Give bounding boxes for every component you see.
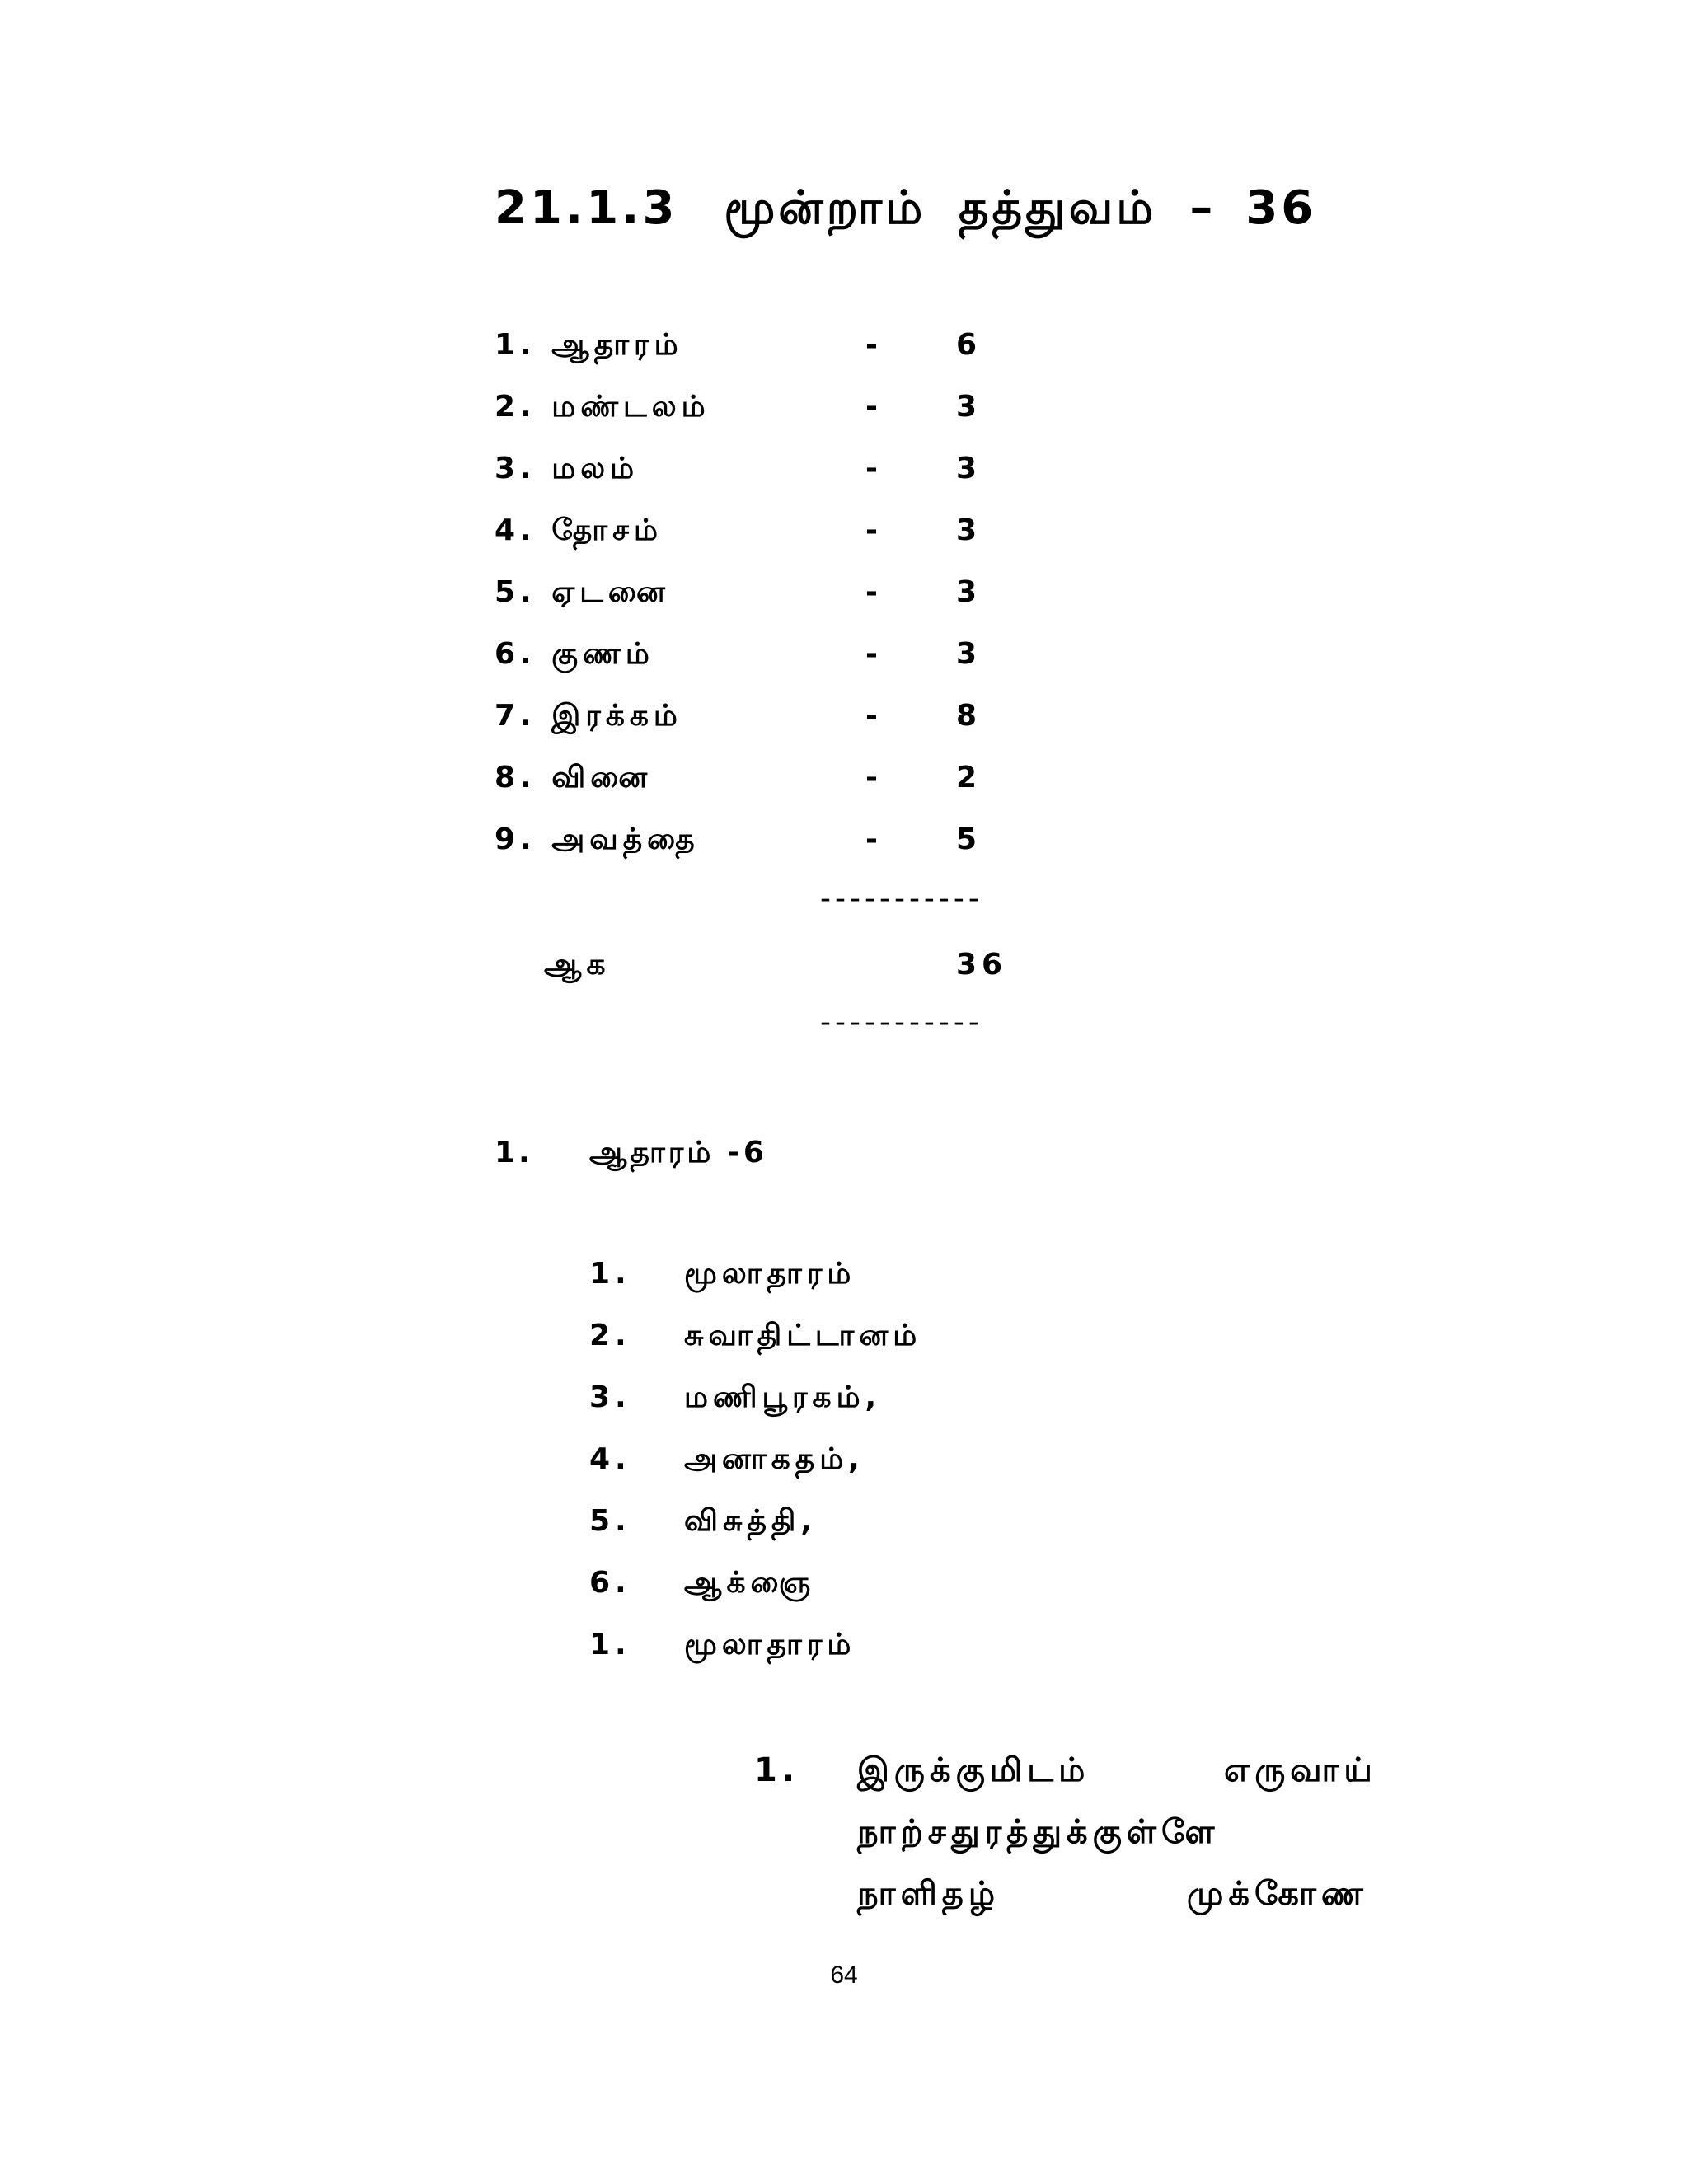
table-row [495, 823, 1236, 872]
heading-count: 36 [1245, 181, 1317, 235]
row-label: 5. ஏடனை [495, 575, 670, 609]
list-item-text: மூலாதாரம் [684, 1257, 856, 1291]
list-item [589, 1628, 1331, 1677]
list-item-text: சுவாதிட்டானம் [684, 1319, 922, 1352]
row-label: 7. இரக்கம் [495, 699, 682, 733]
table-row [495, 390, 1236, 439]
row-value: 3 [956, 452, 982, 485]
row-value: 8 [956, 699, 982, 733]
row-label: 8. வினை [495, 761, 653, 794]
heading-word-2: தத்துவம் [959, 181, 1157, 235]
list-item-number: 1. [589, 1628, 631, 1661]
row-value: 3 [956, 637, 982, 671]
section-number: 1. [495, 1136, 533, 1169]
paragraph-line-2 [754, 1813, 1496, 1863]
row-label: 6. குணம் [495, 637, 654, 671]
table-row [495, 328, 1236, 377]
list-item-text: மூலாதாரம் [684, 1628, 856, 1661]
table-row [495, 513, 1236, 563]
list-item-text: அனாகதம், [684, 1442, 865, 1476]
table-total-row [544, 948, 1203, 997]
table-row [495, 637, 1236, 687]
paragraph-number: 1. [754, 1751, 800, 1789]
paragraph-line-3-a: நாளிதழ் [857, 1875, 1001, 1913]
section-title: ஆதாரம் -6 [589, 1136, 767, 1169]
paragraph-line-1 [754, 1751, 1496, 1801]
total-label: ஆக [544, 948, 611, 982]
table-row [495, 575, 1236, 625]
row-dash: - [865, 761, 883, 794]
list-item [589, 1257, 1331, 1306]
list-item [589, 1319, 1331, 1368]
list-item [589, 1566, 1331, 1615]
table-rule-top: ----------- [820, 882, 983, 916]
row-label: 4. தோசம் [495, 513, 663, 547]
row-label: 1. ஆதாரம் [495, 328, 683, 362]
row-label: 3. மலம் [495, 452, 640, 485]
row-dash: - [865, 823, 883, 856]
row-dash: - [865, 699, 883, 733]
row-label: 9. அவத்தை [495, 823, 700, 856]
heading-dash: – [1189, 181, 1217, 235]
page-heading [495, 181, 1316, 241]
paragraph-line-1-a: இருக்குமிடம் [857, 1751, 1090, 1789]
page-number: 64 [830, 1961, 858, 1989]
row-value: 3 [956, 390, 982, 424]
row-value: 5 [956, 823, 982, 856]
row-dash: - [865, 452, 883, 485]
list-item [589, 1380, 1331, 1430]
table-row [495, 761, 1236, 810]
list-item-number: 1. [589, 1257, 631, 1291]
list-item-text: மணிபூரகம், [684, 1380, 882, 1414]
list-item [589, 1504, 1331, 1554]
paragraph-line-1-b: எருவாய் [1224, 1751, 1377, 1789]
list-item-text: ஆக்ஞை [684, 1566, 816, 1600]
row-value: 3 [956, 513, 982, 547]
paragraph-line-3-b: முக்கோண [1187, 1875, 1368, 1913]
total-value: 36 [956, 948, 1008, 982]
row-label: 2. மண்டலம் [495, 390, 710, 424]
row-value: 3 [956, 575, 982, 609]
list-item-number: 5. [589, 1504, 631, 1538]
table-row [495, 452, 1236, 501]
paragraph-line-3 [754, 1875, 1496, 1924]
row-dash: - [865, 637, 883, 671]
heading-word-1: மூன்றாம் [724, 181, 926, 235]
row-value: 2 [956, 761, 982, 794]
list-item-number: 3. [589, 1380, 631, 1414]
list-item-number: 2. [589, 1319, 631, 1352]
table-row [495, 699, 1236, 748]
row-dash: - [865, 513, 883, 547]
row-dash: - [865, 390, 883, 424]
heading-number: 21.1.3 [495, 181, 678, 235]
section-heading [495, 1136, 767, 1174]
row-dash: - [865, 328, 883, 362]
list-item [589, 1442, 1331, 1492]
list-item-number: 4. [589, 1442, 631, 1476]
list-item-text: விசுத்தி, [684, 1504, 818, 1538]
list-item-number: 6. [589, 1566, 631, 1600]
row-dash: - [865, 575, 883, 609]
row-value: 6 [956, 328, 982, 362]
paragraph-line-2-text: நாற்சதுரத்துக்குள்ளே [857, 1813, 1220, 1851]
table-rule-bottom: ----------- [820, 1005, 983, 1039]
